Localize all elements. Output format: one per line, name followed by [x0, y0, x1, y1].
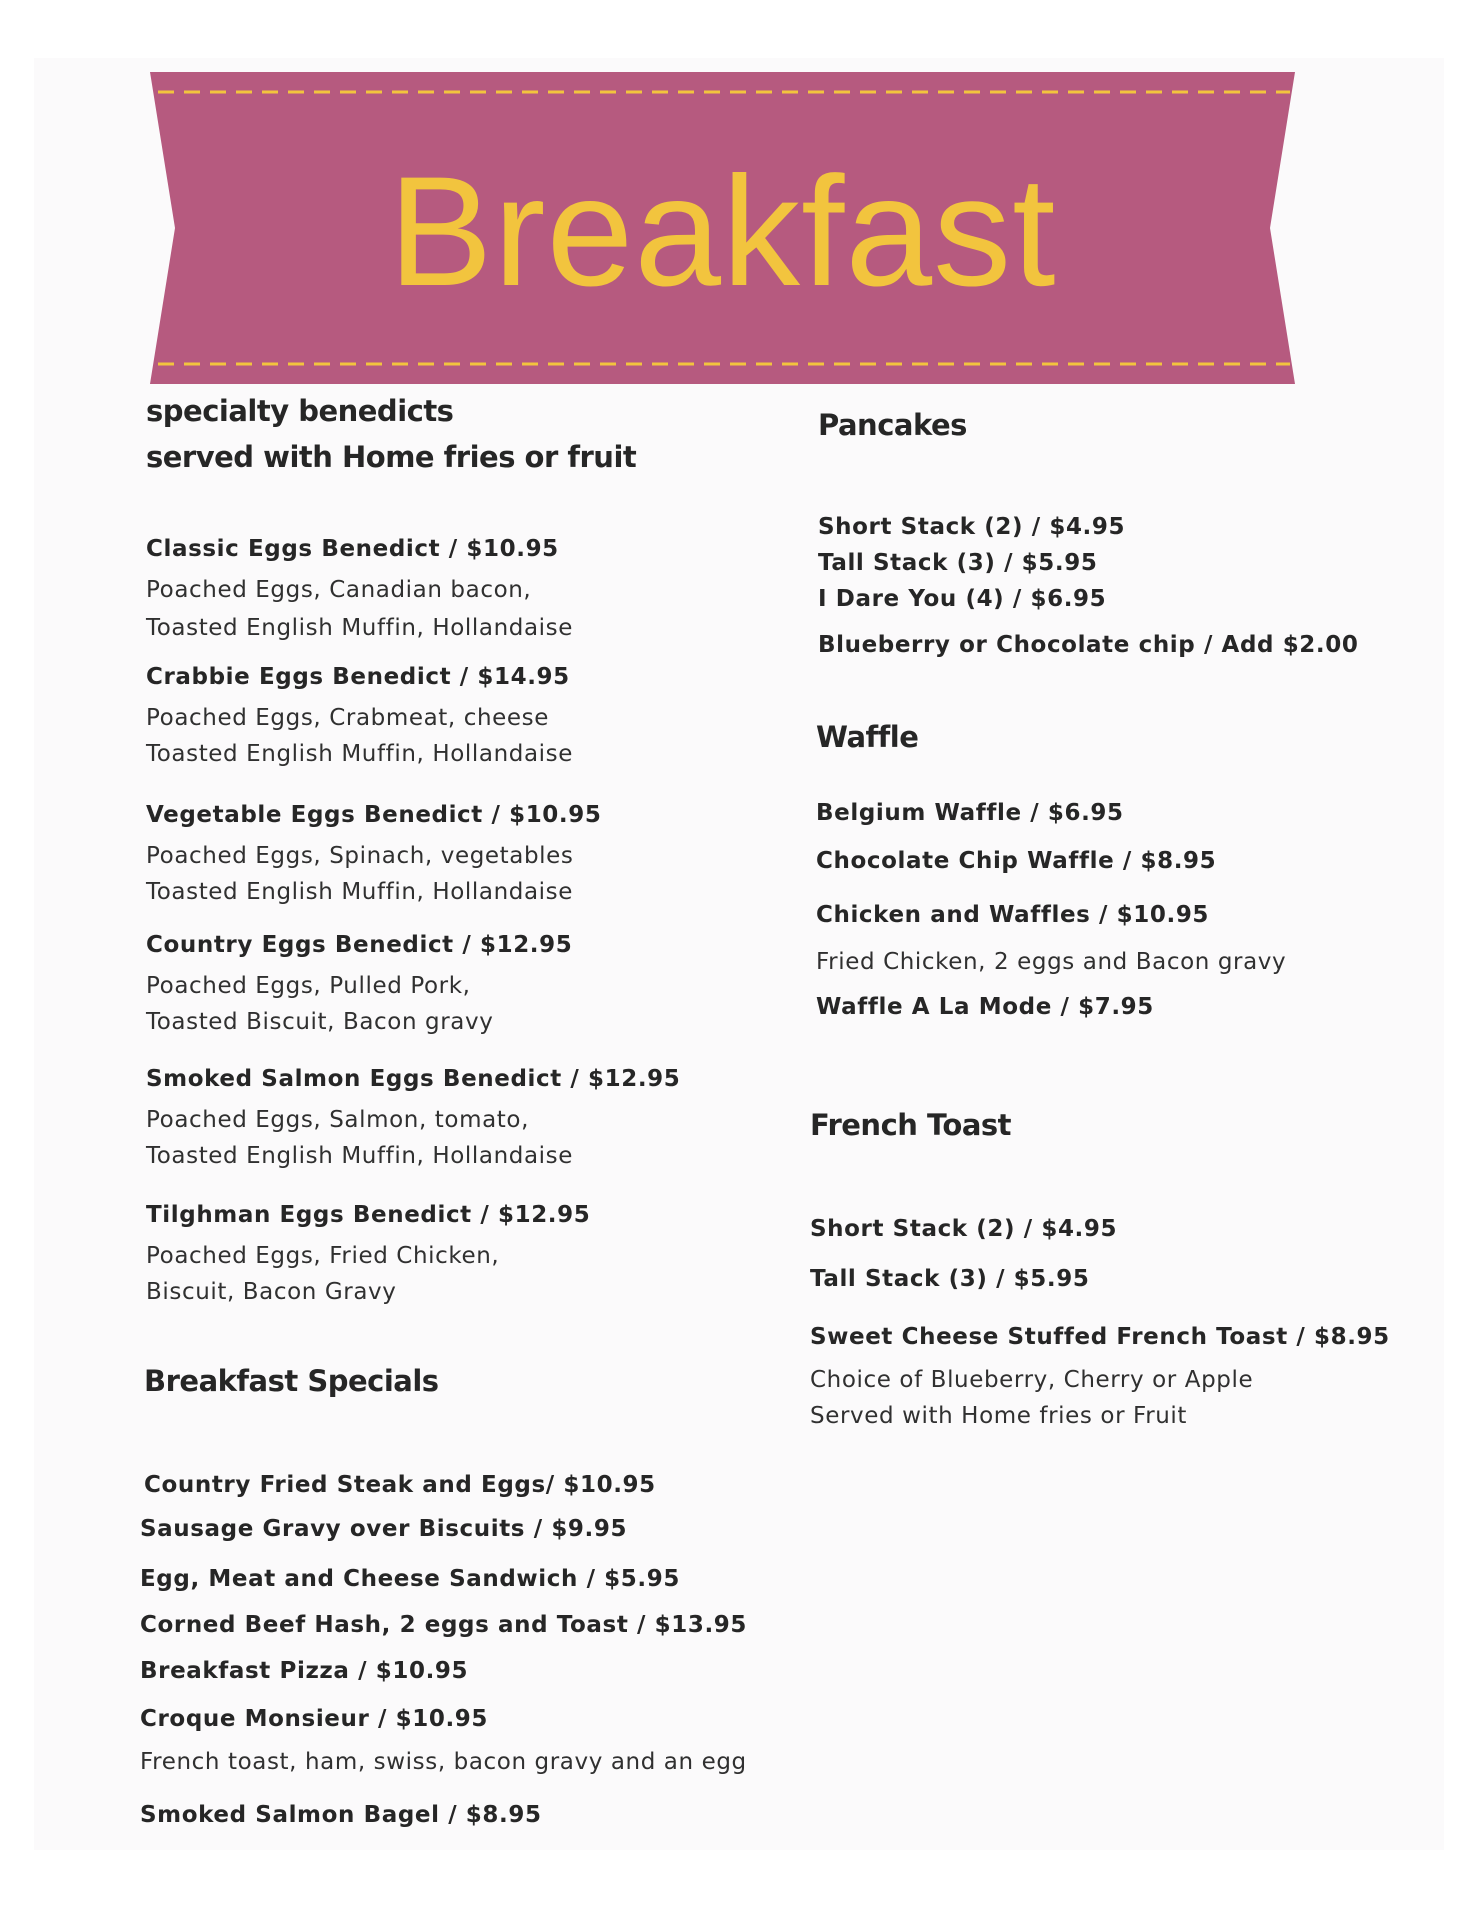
- specials-heading: Breakfast Specials: [144, 1364, 439, 1398]
- french-toast-desc: Served with Home fries or Fruit: [810, 1403, 1188, 1429]
- special-item: Breakfast Pizza / $10.95: [140, 1658, 469, 1684]
- pancake-item: Short Stack (2) / $4.95: [818, 514, 1126, 540]
- special-item: Corned Beef Hash, 2 eggs and Toast / $13.95: [140, 1612, 747, 1638]
- benedict-item-desc: Poached Eggs, Fried Chicken,: [146, 1243, 500, 1269]
- special-item: Croque Monsieur / $10.95: [140, 1706, 488, 1732]
- benedict-item-desc: Poached Eggs, Crabmeat, cheese: [146, 705, 549, 731]
- benedict-item-desc: Toasted English Muffin, Hollandaise: [146, 615, 573, 641]
- benedicts-heading-line2: served with Home fries or fruit: [146, 440, 637, 474]
- pancake-item: Tall Stack (3) / $5.95: [818, 550, 1098, 576]
- benedicts-heading-line1: specialty benedicts: [146, 394, 454, 428]
- waffle-item: Belgium Waffle / $6.95: [816, 800, 1124, 826]
- waffle-item-desc: Fried Chicken, 2 eggs and Bacon gravy: [816, 949, 1287, 975]
- page-title: Breakfast: [388, 145, 1057, 319]
- french-toast-item: Sweet Cheese Stuffed French Toast / $8.95: [810, 1324, 1390, 1350]
- benedict-item-desc: Poached Eggs, Pulled Pork,: [146, 973, 471, 999]
- benedict-item-title: Classic Eggs Benedict / $10.95: [146, 536, 559, 562]
- special-item: Smoked Salmon Bagel / $8.95: [140, 1802, 542, 1828]
- special-item: Country Fried Steak and Eggs/ $10.95: [144, 1472, 656, 1498]
- benedict-item-desc: Biscuit, Bacon Gravy: [146, 1279, 397, 1305]
- french-toast-item: Tall Stack (3) / $5.95: [810, 1266, 1090, 1292]
- pancake-item: I Dare You (4) / $6.95: [818, 586, 1107, 612]
- special-item: Egg, Meat and Cheese Sandwich / $5.95: [140, 1566, 680, 1592]
- benedict-item-desc: Toasted English Muffin, Hollandaise: [146, 1143, 573, 1169]
- benedict-item-desc: Toasted Biscuit, Bacon gravy: [146, 1009, 494, 1035]
- benedict-item-desc: Poached Eggs, Salmon, tomato,: [146, 1107, 529, 1133]
- french-toast-item: Short Stack (2) / $4.95: [810, 1216, 1118, 1242]
- special-item: Sausage Gravy over Biscuits / $9.95: [140, 1516, 628, 1542]
- pancakes-heading: Pancakes: [818, 408, 967, 442]
- pancake-addon: Blueberry or Chocolate chip / Add $2.00: [818, 632, 1359, 658]
- benedict-item-title: Vegetable Eggs Benedict / $10.95: [146, 802, 602, 828]
- benedict-item-title: Crabbie Eggs Benedict / $14.95: [146, 664, 570, 690]
- french-toast-heading: French Toast: [810, 1108, 1012, 1142]
- waffle-item: Waffle A La Mode / $7.95: [816, 994, 1154, 1020]
- benedict-item-desc: Poached Eggs, Canadian bacon,: [146, 577, 532, 603]
- special-item-desc: French toast, ham, swiss, bacon gravy and an egg: [140, 1749, 747, 1775]
- waffle-item: Chicken and Waffles / $10.95: [816, 902, 1210, 928]
- benedict-item-title: Country Eggs Benedict / $12.95: [146, 932, 573, 958]
- benedict-item-title: Smoked Salmon Eggs Benedict / $12.95: [146, 1066, 681, 1092]
- benedict-item-desc: Toasted English Muffin, Hollandaise: [146, 879, 573, 905]
- benedict-item-desc: Toasted English Muffin, Hollandaise: [146, 741, 573, 767]
- breakfast-banner: [150, 72, 1295, 384]
- french-toast-desc: Choice of Blueberry, Cherry or Apple: [810, 1367, 1254, 1393]
- waffle-item: Chocolate Chip Waffle / $8.95: [816, 848, 1217, 874]
- waffle-heading: Waffle: [816, 720, 919, 754]
- benedict-item-title: Tilghman Eggs Benedict / $12.95: [146, 1202, 591, 1228]
- benedict-item-desc: Poached Eggs, Spinach, vegetables: [146, 843, 574, 869]
